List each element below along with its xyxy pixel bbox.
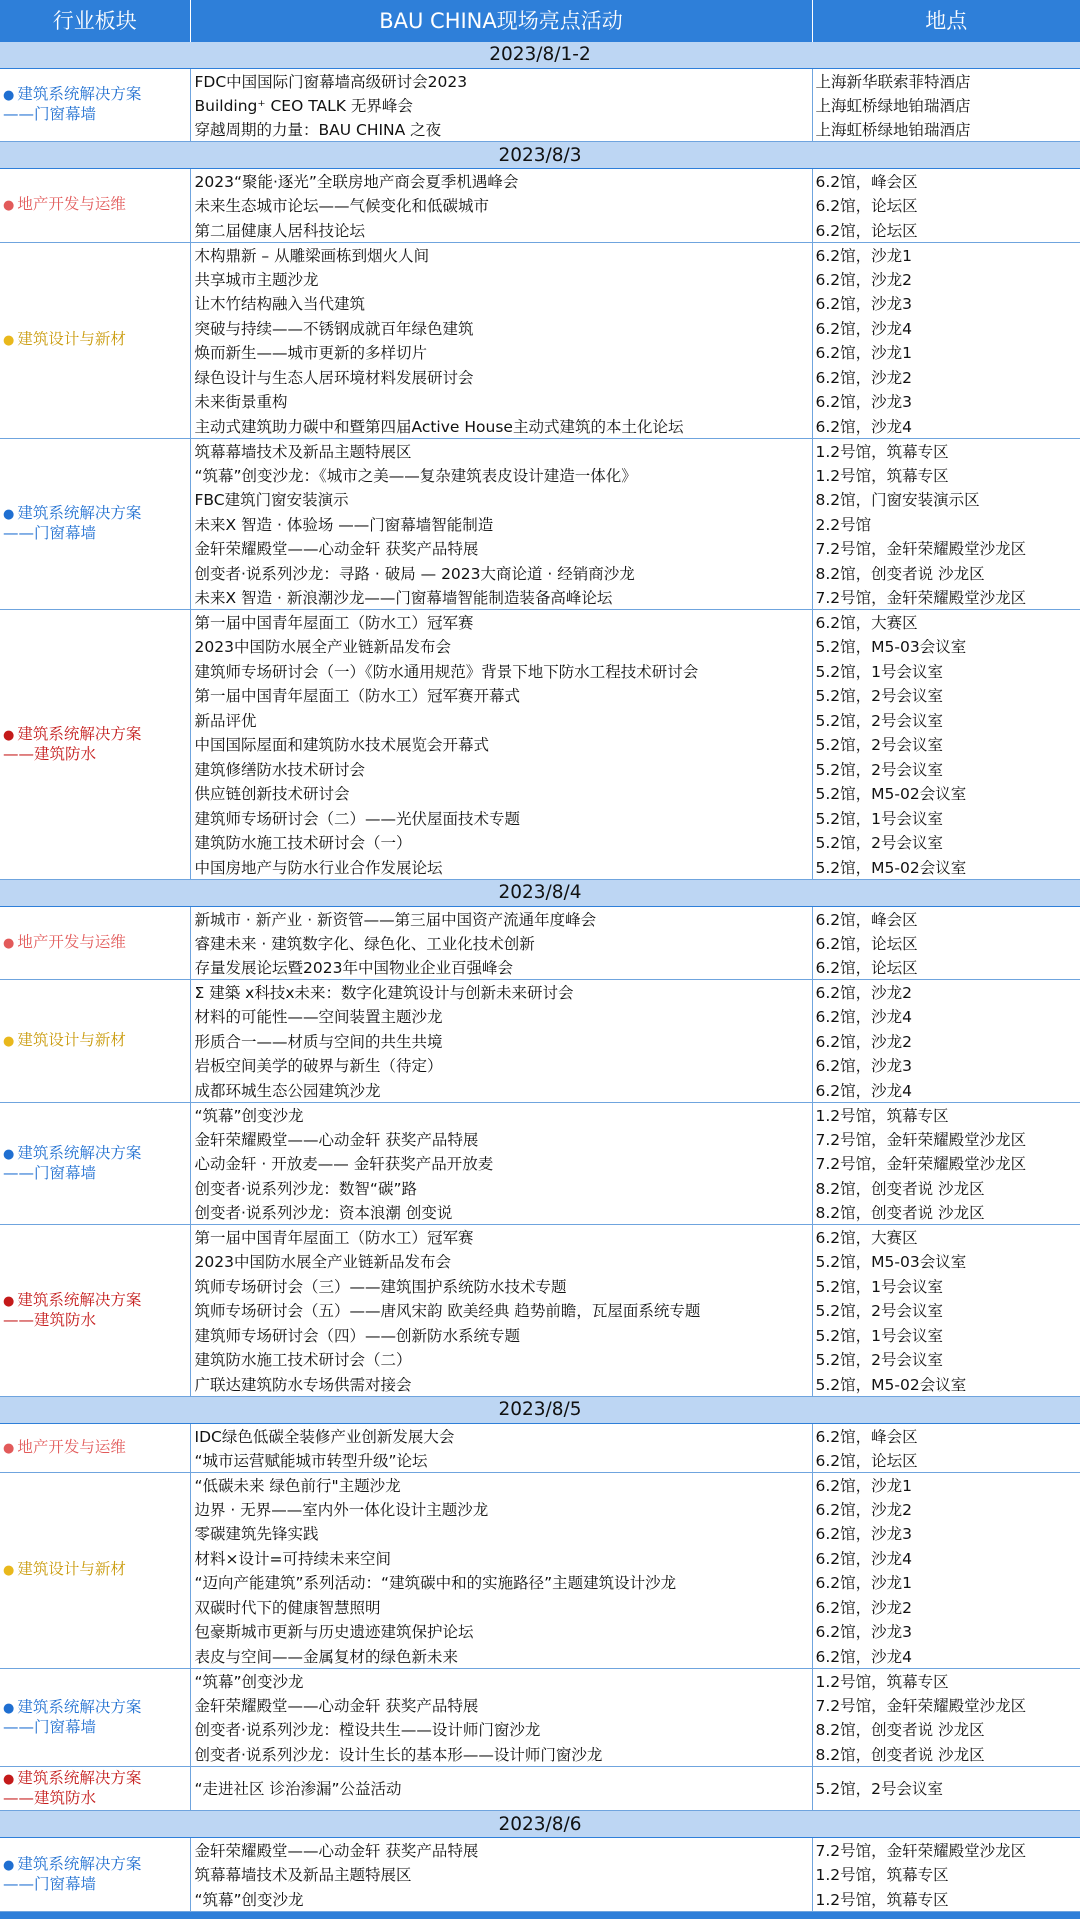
venue-cell: 5.2馆，2号会议室 xyxy=(815,736,944,755)
venue-cell: 6.2馆，沙龙4 xyxy=(812,1644,1080,1669)
table-row xyxy=(0,1472,1080,1497)
event-cell: 中国国际屋面和建筑防水技术展览会开幕式 xyxy=(190,732,812,757)
event-cell: 表皮与空间——金属复材的绿色新未来 xyxy=(190,1644,812,1669)
venue-cell: 8.2馆，创变者说 沙龙区 xyxy=(815,1721,985,1740)
sector-cell xyxy=(0,610,190,880)
event-cell: “迈向产能建筑”系列活动：“建筑碳中和的实施路径”主题建筑设计沙龙 xyxy=(190,1570,812,1595)
venue-cell: 5.2馆，1号会议室 xyxy=(815,662,944,681)
event-cell: 筑师专场研讨会（三）——建筑围护系统防水技术专题 xyxy=(190,1274,812,1299)
date-label: 2023/8/1-2 xyxy=(0,41,1080,68)
venue-cell: 1.2号馆，筑幕专区 xyxy=(815,1866,949,1885)
venue-cell: 6.2馆，沙龙3 xyxy=(815,393,913,412)
event-cell: “低碳未来 绿色前行"主题沙龙 xyxy=(190,1472,812,1497)
sector-cell xyxy=(0,980,190,1103)
venue-cell: 8.2馆，创变者说 沙龙区 xyxy=(812,1200,1080,1225)
event-cell: 2023中国防水展全产业链新品发布会 xyxy=(190,634,812,659)
bullet-dot-icon: ● xyxy=(3,1033,15,1049)
event-cell: 中国房地产与防水行业合作发展论坛 xyxy=(190,855,812,880)
event-cell: 主动式建筑助力碳中和暨第四届Active House主动式建筑的本土化论坛 xyxy=(190,414,812,439)
bullet-dot-icon: ● xyxy=(3,1857,15,1873)
table-row xyxy=(0,68,1080,93)
event-cell: “筑幕”创变沙龙 xyxy=(190,1668,812,1693)
venue-cell: 6.2馆，沙龙1 xyxy=(815,1476,913,1495)
date-row xyxy=(0,142,1080,169)
venue-cell: 6.2馆，沙龙4 xyxy=(815,1549,913,1568)
venue-cell: 6.2馆，沙龙2 xyxy=(815,1032,913,1051)
event-cell: 双碳时代下的健康智慧照明 xyxy=(190,1595,812,1620)
sector-cell xyxy=(0,1423,190,1472)
event-cell: 岩板空间美学的破界与新生（待定） xyxy=(190,1053,812,1078)
event-cell: 睿建未来 · 建筑数字化、绿色化、工业化技术创新 xyxy=(190,931,812,956)
venue-cell: 7.2号馆，金轩荣耀殿堂沙龙区 xyxy=(815,1696,1027,1715)
event-cell: 材料×设计=可持续未来空间 xyxy=(190,1546,812,1571)
table-row xyxy=(0,906,1080,931)
event-cell: 穿越周期的力量：BAU CHINA 之夜 xyxy=(190,117,812,142)
sector-cell xyxy=(0,68,190,142)
event-cell: 创变者·说系列沙龙：寻路 · 破局 — 2023大商论道 · 经销商沙龙 xyxy=(190,561,812,586)
event-cell: 木构鼎新 – 从雕梁画栋到烟火人间 xyxy=(190,242,812,267)
venue-cell: 1.2号馆，筑幕专区 xyxy=(815,1672,949,1691)
bullet-dot-icon: ● xyxy=(3,1563,15,1578)
venue-cell: 5.2馆，2号会议室 xyxy=(815,1302,944,1321)
event-cell: 存量发展论坛暨2023年中国物业企业百强峰会 xyxy=(190,955,812,980)
event-cell: 广联达建筑防水专场供需对接会 xyxy=(190,1372,812,1397)
venue-cell: 6.2馆，沙龙2 xyxy=(815,1500,913,1519)
venue-cell: 8.2馆，创变者说 沙龙区 xyxy=(812,1742,1080,1767)
event-cell: 创变者·说系列沙龙：数智“碳”路 xyxy=(190,1176,812,1201)
event-cell: 金轩荣耀殿堂——心动金轩 获奖产品特展 xyxy=(190,1838,812,1863)
event-cell: Σ 建築 x科技x未来：数字化建筑设计与创新未来研讨会 xyxy=(190,980,812,1005)
event-cell: 金轩荣耀殿堂——心动金轩 获奖产品特展 xyxy=(190,536,812,561)
venue-cell: 6.2馆，大赛区 xyxy=(815,1229,918,1247)
event-cell: 2023“聚能·逐光”全联房地产商会夏季机遇峰会 xyxy=(190,169,812,194)
event-cell: 第一届中国青年屋面工（防水工）冠军赛 xyxy=(190,1225,812,1250)
event-cell: 创变者·说系列沙龙：资本浪潮 创变说 xyxy=(190,1200,812,1225)
table-row xyxy=(0,438,1080,463)
date-row xyxy=(0,1811,1080,1838)
venue-cell: 5.2馆，M5-02会议室 xyxy=(812,855,1080,880)
event-cell: 金轩荣耀殿堂——心动金轩 获奖产品特展 xyxy=(190,1693,812,1718)
event-cell: 形质合一——材质与空间的共生共境 xyxy=(190,1029,812,1054)
table-row xyxy=(0,980,1080,1005)
table-row xyxy=(0,242,1080,267)
column-header-activity: BAU CHINA现场亮点活动 xyxy=(190,0,812,41)
table-row xyxy=(0,1766,1080,1811)
venue-cell: 5.2馆，M5-02会议室 xyxy=(815,785,967,804)
sector-label: 建筑设计与新材 xyxy=(17,1560,126,1578)
sector-cell xyxy=(0,169,190,243)
venue-cell: 1.2号馆，筑幕专区 xyxy=(815,1106,949,1125)
column-header-venue: 地点 xyxy=(812,0,1080,41)
event-cell: 未来X 智造 · 新浪潮沙龙——门窗幕墙智能制造装备高峰论坛 xyxy=(190,585,812,610)
date-row xyxy=(0,879,1080,906)
sector-cell xyxy=(0,1766,190,1811)
bullet-dot-icon: ● xyxy=(3,727,15,743)
event-cell: “城市运营赋能城市转型升级”论坛 xyxy=(190,1448,812,1473)
sector-label: 建筑系统解决方案 xyxy=(17,1854,142,1873)
venue-cell: 6.2馆，论坛区 xyxy=(812,1448,1080,1473)
venue-cell: 5.2馆，2号会议室 xyxy=(815,1351,944,1370)
event-cell: “筑幕”创变沙龙：《城市之美——复杂建筑表皮设计建造一体化》 xyxy=(190,463,812,488)
event-cell: 突破与持续——不锈钢成就百年绿色建筑 xyxy=(190,316,812,341)
table-row xyxy=(0,1423,1080,1448)
venue-cell: 6.2馆，沙龙2 xyxy=(815,270,913,289)
date-label: 2023/8/5 xyxy=(0,1396,1080,1423)
venue-cell: 6.2馆，论坛区 xyxy=(815,197,918,216)
venue-cell: 1.2号馆，筑幕专区 xyxy=(815,442,949,461)
date-row xyxy=(0,41,1080,68)
venue-cell: 5.2馆，M5-03会议室 xyxy=(815,638,967,657)
bullet-dot-icon: ● xyxy=(3,1440,15,1456)
event-cell: 未来生态城市论坛——气候变化和低碳城市 xyxy=(190,193,812,218)
venue-cell: 1.2号馆，筑幕专区 xyxy=(812,1887,1080,1912)
sector-cell xyxy=(0,1225,190,1397)
venue-cell: 6.2馆，峰会区 xyxy=(815,1427,918,1446)
sector-label: 建筑系统解决方案 xyxy=(17,504,142,523)
sector-label: 建筑系统解决方案 xyxy=(17,1290,142,1309)
venue-cell: 6.2馆，沙龙1 xyxy=(815,344,913,363)
event-cell: 包豪斯城市更新与历史遗迹建筑保护论坛 xyxy=(190,1619,812,1644)
venue-cell: 5.2馆，2号会议室 xyxy=(815,760,944,779)
sector-cell xyxy=(0,1102,190,1225)
event-cell: 焕而新生——城市更新的多样切片 xyxy=(190,340,812,365)
venue-cell: 1.2号馆，筑幕专区 xyxy=(815,466,949,485)
event-cell: 未来X 智造 · 体验场 ——门窗幕墙智能制造 xyxy=(190,512,812,537)
sector-cell xyxy=(0,1668,190,1766)
bullet-dot-icon: ● xyxy=(3,1146,15,1162)
venue-cell: 上海虹桥绿地铂瑞酒店 xyxy=(812,117,1080,142)
event-cell: 创变者·说系列沙龙：樘设共生——设计师门窗沙龙 xyxy=(190,1717,812,1742)
date-label: 2023/8/3 xyxy=(0,142,1080,169)
sector-label: 建筑系统解决方案 xyxy=(17,1768,142,1787)
event-cell: 建筑师专场研讨会（四）——创新防水系统专题 xyxy=(190,1323,812,1348)
sector-sublabel: ——门窗幕墙 xyxy=(3,524,97,543)
sector-sublabel: ——建筑防水 xyxy=(3,744,97,763)
event-cell: 新品评优 xyxy=(190,708,812,733)
venue-cell: 7.2号馆，金轩荣耀殿堂沙龙区 xyxy=(815,540,1027,559)
venue-cell: 5.2馆，1号会议室 xyxy=(815,1326,944,1345)
venue-cell: 6.2馆，峰会区 xyxy=(815,173,918,191)
venue-cell: 上海新华联索菲特酒店 xyxy=(815,72,971,91)
venue-cell: 5.2馆，M5-02会议室 xyxy=(812,1372,1080,1397)
event-cell: 新城市 · 新产业 · 新资管——第三届中国资产流通年度峰会 xyxy=(190,906,812,931)
event-cell: Building⁺ CEO TALK 无界峰会 xyxy=(190,93,812,118)
sector-label: 建筑系统解决方案 xyxy=(17,1143,142,1162)
date-label: 2023/8/4 xyxy=(0,879,1080,906)
sector-sublabel: ——建筑防水 xyxy=(3,1788,97,1807)
bottom-border-bar xyxy=(0,1912,1080,1919)
bullet-dot-icon: ● xyxy=(3,198,15,214)
event-cell: 建筑防水施工技术研讨会（一） xyxy=(190,830,812,855)
sector-cell xyxy=(0,906,190,980)
venue-cell: 5.2馆，2号会议室 xyxy=(812,1766,1080,1811)
event-cell: IDC绿色低碳全装修产业创新发展大会 xyxy=(190,1423,812,1448)
bullet-dot-icon: ● xyxy=(3,935,15,951)
table-row xyxy=(0,1668,1080,1693)
event-cell: 筑师专场研讨会（五）——唐风宋韵 欧美经典 趋势前瞻，瓦屋面系统专题 xyxy=(190,1298,812,1323)
event-cell: “筑幕”创变沙龙 xyxy=(190,1102,812,1127)
venue-cell: 上海虹桥绿地铂瑞酒店 xyxy=(815,96,971,115)
event-cell: “筑幕”创变沙龙 xyxy=(190,1887,812,1912)
event-cell: FDC中国国际门窗幕墙高级研讨会2023 xyxy=(190,68,812,93)
event-cell: 金轩荣耀殿堂——心动金轩 获奖产品特展 xyxy=(190,1127,812,1152)
event-cell: 建筑修缮防水技术研讨会 xyxy=(190,757,812,782)
sector-label: 建筑设计与新材 xyxy=(17,1030,126,1049)
event-cell: 第一届中国青年屋面工（防水工）冠军赛 xyxy=(190,610,812,635)
venue-cell: 6.2馆，沙龙2 xyxy=(815,1598,913,1617)
event-cell: “走进社区 诊治渗漏”公益活动 xyxy=(190,1766,812,1811)
event-cell: 建筑师专场研讨会（一）《防水通用规范》背景下地下防水工程技术研讨会 xyxy=(190,659,812,684)
venue-cell: 6.2馆，峰会区 xyxy=(815,910,918,929)
venue-cell: 8.2馆，门窗安装演示区 xyxy=(815,491,980,510)
sector-sublabel: ——门窗幕墙 xyxy=(3,1874,97,1893)
venue-cell: 5.2馆，2号会议室 xyxy=(815,711,944,730)
bullet-dot-icon: ● xyxy=(3,333,15,348)
event-cell: 绿色设计与生态人居环境材料发展研讨会 xyxy=(190,365,812,390)
table-row xyxy=(0,610,1080,635)
column-header-sector: 行业板块 xyxy=(0,0,190,41)
event-cell: 2023中国防水展全产业链新品发布会 xyxy=(190,1249,812,1274)
event-cell: 材料的可能性——空间装置主题沙龙 xyxy=(190,1004,812,1029)
event-cell: 边界 · 无界——室内外一体化设计主题沙龙 xyxy=(190,1497,812,1522)
venue-cell: 6.2馆，沙龙3 xyxy=(815,1525,913,1544)
venue-cell: 6.2馆，沙龙3 xyxy=(815,1057,913,1076)
table-row xyxy=(0,1838,1080,1863)
venue-cell: 6.2馆，大赛区 xyxy=(815,614,918,632)
venue-cell: 7.2号馆，金轩荣耀殿堂沙龙区 xyxy=(815,1130,1027,1149)
venue-cell: 5.2馆，M5-03会议室 xyxy=(815,1253,967,1272)
sector-label: 建筑系统解决方案 xyxy=(17,85,142,104)
venue-cell: 5.2馆，1号会议室 xyxy=(815,1277,944,1296)
event-cell: 建筑防水施工技术研讨会（二） xyxy=(190,1347,812,1372)
sector-sublabel: ——门窗幕墙 xyxy=(3,1163,97,1182)
date-row xyxy=(0,1396,1080,1423)
bullet-dot-icon: ● xyxy=(3,1700,15,1716)
event-cell: 建筑师专场研讨会（二）——光伏屋面技术专题 xyxy=(190,806,812,831)
sector-sublabel: ——门窗幕墙 xyxy=(3,1717,97,1736)
sector-cell xyxy=(0,1838,190,1912)
venue-cell: 7.2号馆，金轩荣耀殿堂沙龙区 xyxy=(812,585,1080,610)
venue-cell: 2.2号馆 xyxy=(815,515,872,534)
event-cell: 让木竹结构融入当代建筑 xyxy=(190,291,812,316)
sector-label: 建筑设计与新材 xyxy=(17,330,126,348)
bullet-dot-icon: ● xyxy=(3,1293,15,1309)
sector-sublabel: ——门窗幕墙 xyxy=(3,105,97,124)
event-cell: 供应链创新技术研讨会 xyxy=(190,781,812,806)
sector-label: 建筑系统解决方案 xyxy=(17,724,142,743)
venue-cell: 6.2馆，沙龙1 xyxy=(815,246,913,265)
venue-cell: 5.2馆，2号会议室 xyxy=(815,687,944,706)
sector-cell xyxy=(0,438,190,610)
event-cell: 心动金轩 · 开放麦—— 金轩获奖产品开放麦 xyxy=(190,1151,812,1176)
venue-cell: 8.2馆，创变者说 沙龙区 xyxy=(815,564,985,583)
sector-cell xyxy=(0,1472,190,1668)
event-cell: 第一届中国青年屋面工（防水工）冠军赛开幕式 xyxy=(190,683,812,708)
venue-cell: 5.2馆，1号会议室 xyxy=(815,809,944,828)
schedule-body xyxy=(0,41,1080,1911)
table-row xyxy=(0,1225,1080,1250)
venue-cell: 6.2馆，沙龙3 xyxy=(815,295,913,314)
venue-cell: 6.2馆，沙龙4 xyxy=(812,414,1080,439)
bullet-dot-icon: ● xyxy=(3,88,15,104)
venue-cell: 6.2馆，沙龙2 xyxy=(815,984,913,1002)
event-cell: FBC建筑门窗安装演示 xyxy=(190,487,812,512)
venue-cell: 6.2馆，论坛区 xyxy=(812,955,1080,980)
venue-cell: 6.2馆，沙龙2 xyxy=(815,368,913,387)
event-cell: 筑幕幕墙技术及新品主题特展区 xyxy=(190,1862,812,1887)
venue-cell: 8.2馆，创变者说 沙龙区 xyxy=(815,1179,985,1198)
venue-cell: 5.2馆，2号会议室 xyxy=(815,834,944,853)
table-row xyxy=(0,1102,1080,1127)
venue-cell: 6.2馆，沙龙4 xyxy=(815,1008,913,1027)
bullet-dot-icon: ● xyxy=(3,1771,15,1787)
sector-sublabel: ——建筑防水 xyxy=(3,1310,97,1329)
venue-cell: 6.2馆，沙龙3 xyxy=(815,1623,913,1642)
bullet-dot-icon: ● xyxy=(3,507,15,523)
venue-cell: 6.2馆，沙龙1 xyxy=(815,1574,913,1593)
table-header-row xyxy=(0,0,1080,41)
venue-cell: 6.2馆，论坛区 xyxy=(815,934,918,953)
venue-cell: 6.2馆，论坛区 xyxy=(812,218,1080,243)
sector-label: 地产开发与运维 xyxy=(17,932,126,951)
event-cell: 第二届健康人居科技论坛 xyxy=(190,218,812,243)
table-row xyxy=(0,169,1080,194)
event-cell: 成都环城生态公园建筑沙龙 xyxy=(190,1078,812,1103)
event-cell: 筑幕幕墙技术及新品主题特展区 xyxy=(190,438,812,463)
sector-cell xyxy=(0,242,190,438)
venue-cell: 6.2馆，沙龙4 xyxy=(815,319,913,338)
sector-label: 地产开发与运维 xyxy=(17,1437,126,1456)
sector-label: 建筑系统解决方案 xyxy=(17,1697,142,1716)
sector-label: 地产开发与运维 xyxy=(17,195,126,214)
event-cell: 零碳建筑先锋实践 xyxy=(190,1521,812,1546)
venue-cell: 6.2馆，沙龙4 xyxy=(812,1078,1080,1103)
event-cell: 共享城市主题沙龙 xyxy=(190,267,812,292)
venue-cell: 7.2号馆，金轩荣耀殿堂沙龙区 xyxy=(815,1155,1027,1174)
venue-cell: 7.2号馆，金轩荣耀殿堂沙龙区 xyxy=(815,1842,1027,1860)
event-cell: 未来街景重构 xyxy=(190,389,812,414)
date-label: 2023/8/6 xyxy=(0,1811,1080,1838)
event-cell: 创变者·说系列沙龙：设计生长的基本形——设计师门窗沙龙 xyxy=(190,1742,812,1767)
